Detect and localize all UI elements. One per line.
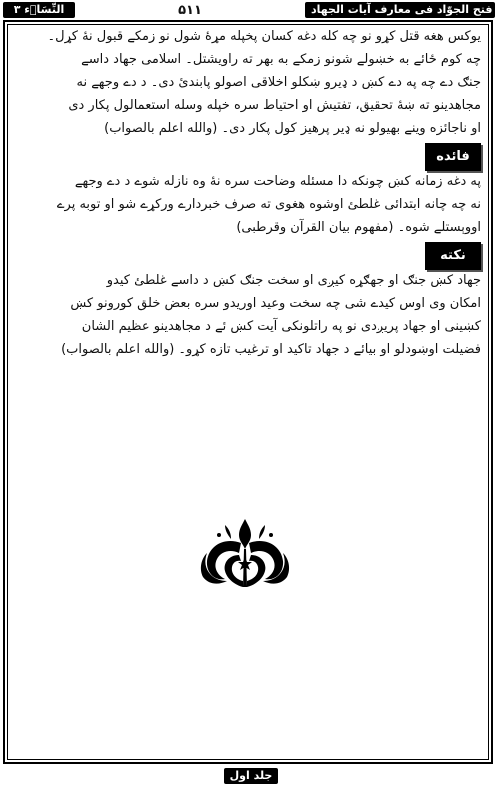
heading-label: فائده [436, 149, 470, 164]
text-line: جهاد کښ جنګ او جهګړه کیږی او سخت جنګ کښ د داسے غلطئ کیدو [106, 273, 481, 288]
text-line: یوکس هغه قتل کړو نو چه کله دغه کسان پخپله مړهٔ شول نو زمکے قبول نهٔ کړل۔ [47, 29, 481, 44]
text-line: امکان وی اوس کیدے شی چه سخت وعید اوریدو سره بعض خلق کورونو کښ [70, 296, 481, 311]
paragraph-1 [15, 25, 481, 140]
text-line: چه کوم ځائے به خښولے شونو زمکے به بهر ته راویشتل۔ اسلامی جهاد داسے [81, 52, 481, 67]
heading-label: نکته [440, 248, 466, 263]
page-number: ۵۱۱ [178, 2, 202, 18]
text-frame [3, 20, 493, 764]
text-line: جنګ دے چه په دے کښ د ډیرو ښکلو اخلاقی اصولو پابندئ دی۔ د دے وجهے نه [76, 75, 481, 90]
section-heading-nukta [15, 239, 481, 269]
page-content [15, 25, 481, 361]
book-title: فتح الجوّاد فی معارف آیات الجهاد [305, 2, 495, 18]
surah-label: النِّسَاۗء ۳ [3, 2, 75, 18]
page-header [3, 2, 495, 18]
text-line: فضیلت اوښودلو او بیائے د جهاد تاکید او ترغیب تازه کړو۔ (والله اعلم بالصواب) [61, 342, 481, 357]
text-line: په دغه زمانه کښ چونکه دا مسئله وضاحت سره نهٔ وه نازله شوے د دے وجهے [74, 174, 481, 189]
section-heading-faida [15, 140, 481, 170]
paragraph-3 [15, 269, 481, 361]
heading-box [425, 143, 481, 171]
volume-label: جلد اول [224, 768, 278, 784]
text-line: مجاهدینو ته ښهٔ تحقیق، تفتیش او احتیاط سره خپله وسله استعمالول پکار دی [68, 98, 481, 113]
calligraphic-ornament-icon [195, 515, 295, 593]
text-line: او ناجائزه وینے بهیولو نه ډیر پرهیز کول پکار دی۔ (والله اعلم بالصواب) [104, 121, 481, 136]
text-line: کښینی او جهاد پریږدی نو په راتلونکی آیت کښ ئے د مجاهدینو عظیم الشان [81, 319, 481, 334]
text-line: نه چه چانه ابتدائی غلطئ اوشوه هغوی ته صرف خبردارے ورکړے شو او توبه پرے [56, 197, 481, 212]
paragraph-2 [15, 170, 481, 239]
heading-box [425, 242, 481, 270]
text-line: اووېستلے شوه۔ (مفهوم بیان القرآن وقرطبی) [236, 220, 481, 235]
